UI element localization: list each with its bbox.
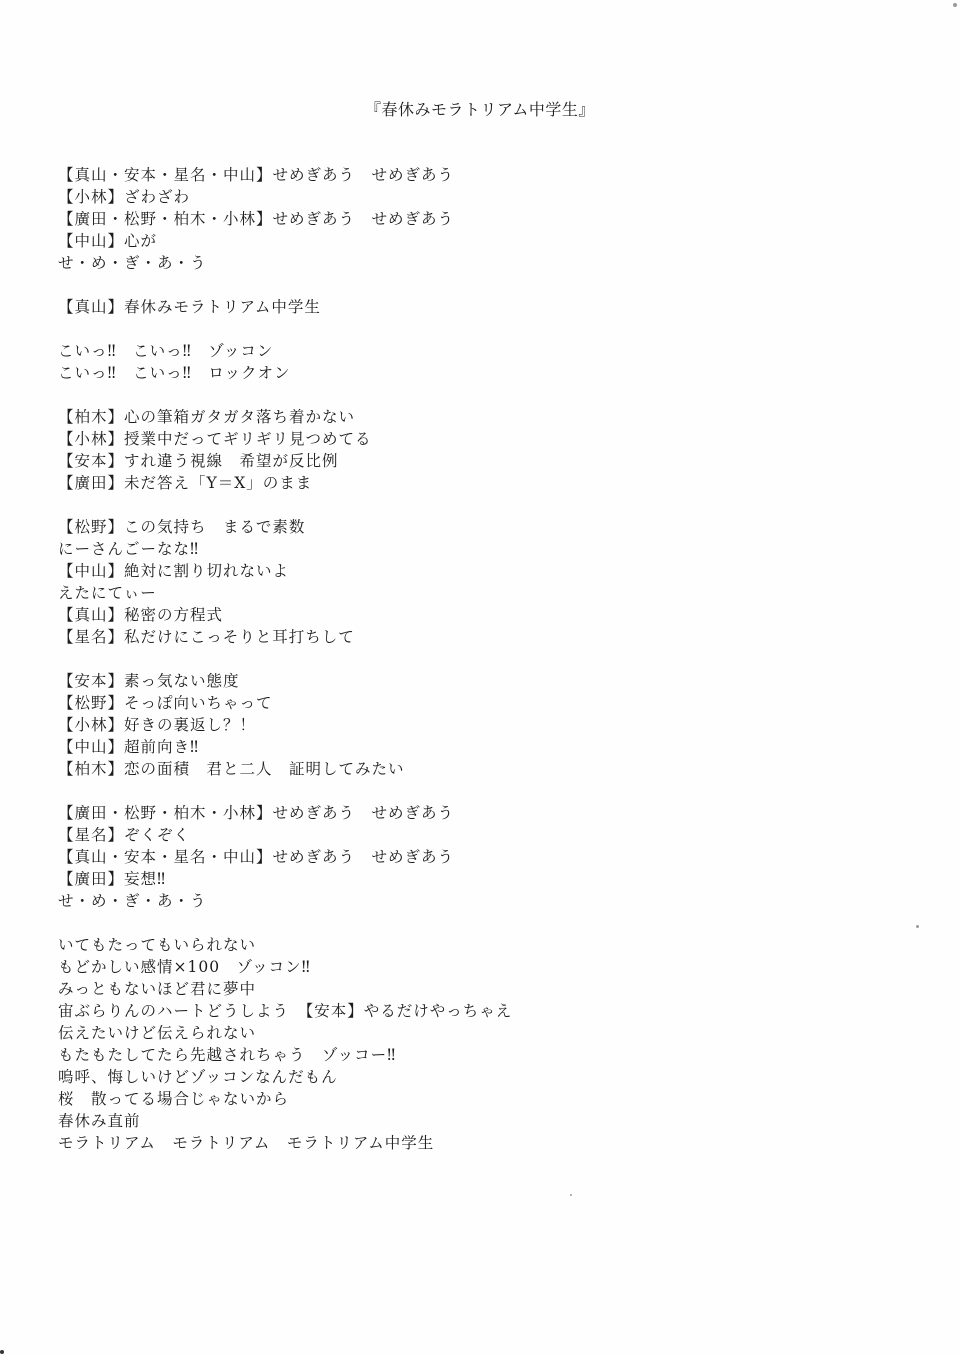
lyric-line: 嗚呼、悔しいけどゾッコンなんだもん bbox=[58, 1068, 338, 1086]
scan-speck bbox=[916, 925, 919, 928]
lyric-line: 【星名】私だけにこっそりと耳打ちして bbox=[58, 628, 355, 646]
lyric-line: もたもたしてたら先越されちゃう ゾッコー‼ bbox=[58, 1046, 397, 1064]
scan-speck bbox=[570, 1194, 572, 1196]
lyric-line: 【真山】秘密の方程式 bbox=[58, 606, 224, 624]
lyric-line: 【小林】好きの裏返し？！ bbox=[58, 716, 257, 734]
lyrics-body bbox=[58, 164, 918, 1154]
lyric-line: いてもたってもいられない bbox=[58, 936, 257, 954]
lyric-line: 【廣田】未だ答え「Y＝X」のまま bbox=[58, 474, 313, 492]
lyric-line: 桜 散ってる場合じゃないから bbox=[58, 1090, 290, 1108]
lyric-line: せ・め・ぎ・あ・う bbox=[58, 254, 207, 272]
lyric-line: 宙ぶらりんのハートどうしよう 【安本】やるだけやっちゃえ bbox=[58, 1002, 513, 1020]
scan-speck bbox=[0, 1350, 4, 1354]
lyric-line: 【真山】春休みモラトリアム中学生 bbox=[58, 298, 321, 316]
document-title: 『春休みモラトリアム中学生』 bbox=[365, 100, 595, 119]
blank-line bbox=[58, 274, 918, 296]
lyric-line: 【中山】絶対に割り切れないよ bbox=[58, 562, 290, 580]
lyric-line: 【安本】素っ気ない態度 bbox=[58, 672, 240, 690]
blank-line bbox=[58, 780, 918, 802]
lyric-line: 【中山】超前向き‼ bbox=[58, 738, 200, 756]
lyric-line: 【廣田】妄想‼ bbox=[58, 870, 167, 888]
lyric-line: 【真山・安本・星名・中山】せめぎあう せめぎあう bbox=[58, 848, 455, 866]
lyric-line: 【真山・安本・星名・中山】せめぎあう せめぎあう bbox=[58, 166, 455, 184]
blank-line bbox=[58, 318, 918, 340]
lyric-line: 【中山】心が bbox=[58, 232, 158, 250]
lyric-line: 【柏木】心の筆箱ガタガタ落ち着かない bbox=[58, 408, 356, 426]
lyric-line: もどかしい感情×100 ゾッコン‼ bbox=[58, 958, 311, 976]
lyric-line: えたにてぃー bbox=[58, 584, 157, 602]
lyric-line: 【小林】授業中だってギリギリ見つめてる bbox=[58, 430, 372, 448]
lyric-line: 【小林】ざわざわ bbox=[58, 188, 191, 206]
lyric-line: にーさんごーなな‼ bbox=[58, 540, 200, 558]
lyric-line: 【松野】この気持ち まるで素数 bbox=[58, 518, 306, 536]
lyric-line: 【安本】すれ違う視線 希望が反比例 bbox=[58, 452, 339, 470]
blank-line bbox=[58, 494, 918, 516]
lyric-line: こいっ‼ こいっ‼ ロックオン bbox=[58, 364, 291, 382]
lyric-line: 【星名】ぞくぞく bbox=[58, 826, 191, 844]
lyric-line: こいっ‼ こいっ‼ ゾッコン bbox=[58, 342, 274, 360]
blank-line bbox=[58, 648, 918, 670]
lyric-line: 【松野】そっぽ向いちゃって bbox=[58, 694, 273, 712]
blank-line bbox=[58, 912, 918, 934]
lyric-line: 【柏木】恋の面積 君と二人 証明してみたい bbox=[58, 760, 405, 778]
lyric-line: 伝えたいけど伝えられない bbox=[58, 1024, 257, 1042]
lyric-line: 春休み直前 bbox=[58, 1112, 141, 1130]
lyric-line: 【廣田・松野・柏木・小林】せめぎあう せめぎあう bbox=[58, 804, 455, 822]
lyric-line: みっともないほど君に夢中 bbox=[58, 980, 257, 998]
scan-speck bbox=[953, 3, 957, 7]
lyric-line: せ・め・ぎ・あ・う bbox=[58, 892, 207, 910]
blank-line bbox=[58, 384, 918, 406]
lyric-line: モラトリアム モラトリアム モラトリアム中学生 bbox=[58, 1134, 435, 1152]
lyric-line: 【廣田・松野・柏木・小林】せめぎあう せめぎあう bbox=[58, 210, 455, 228]
